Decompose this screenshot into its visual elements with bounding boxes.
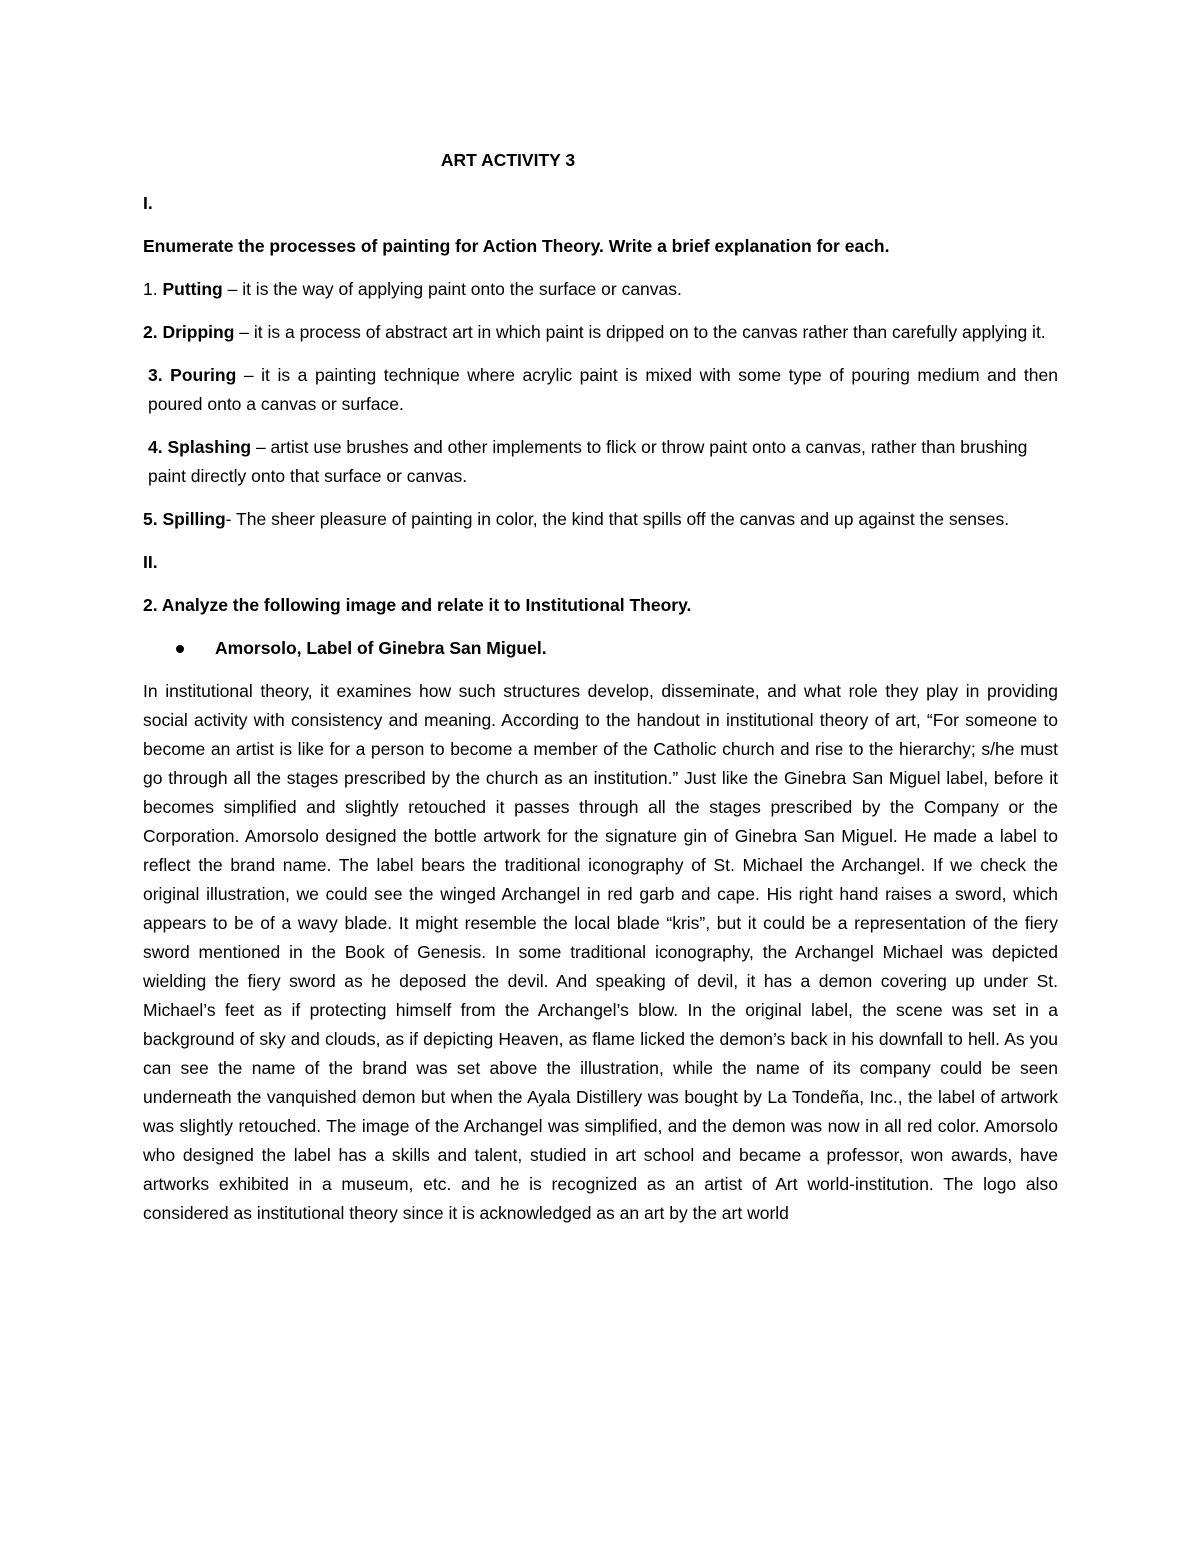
list-item-spilling — [143, 505, 1058, 534]
item-number: 4. — [148, 437, 168, 457]
item-number: 2. — [143, 322, 163, 342]
item-text: – it is the way of applying paint onto the surface or canvas. — [222, 279, 682, 299]
document-body — [143, 146, 1058, 1242]
item-term: Splashing — [167, 437, 252, 457]
item-term: Pouring — [170, 365, 237, 385]
item-term: Spilling — [162, 509, 226, 529]
section-2-label: II. — [143, 552, 158, 572]
item-number: 5. — [143, 509, 163, 529]
item-number: 3. — [148, 365, 171, 385]
bullet-text: Amorsolo, Label of Ginebra San Miguel. — [215, 638, 547, 658]
essay-paragraph: In institutional theory, it examines how such structures develop, disseminate, and what role they play in providing social activity with consistency and meaning. According to the handout in institutional theory of art, “For someone to become an artist is like for a person to become a member of the Catholic church and rise to the hierarchy; s/he must go through all the stages prescribed by the church as an institution.” Just like the Ginebra San Miguel label, before it becomes simplified and slightly retouched it passes through all the stages prescribed by the Company or the Corporation. Amorsolo designed the bottle artwork for the signature gin of Ginebra San Miguel. He made a label to reflect the brand name. The label bears the traditional iconography of St. Michael the Archangel. If we check the original illustration, we could see the winged Archangel in red garb and cape. His right hand raises a sword, which appears to be of a wavy blade. It might resemble the local blade “kris”, but it could be a representation of the fiery sword mentioned in the Book of Genesis. In some traditional iconography, the Archangel Michael was depicted wielding the fiery sword as he deposed the devil. And speaking of devil, it has a demon covering up under St. Michael’s feet as if protecting himself from the Archangel’s blow. In the original label, the scene was set in a background of sky and clouds, as if depicting Heaven, as flame licked the demon’s back in his downfall to hell. As you can see the name of the brand was set above the illustration, while the name of its company could be seen underneath the vanquished demon but when the Ayala Distillery was bought by La Tondeña, Inc., the label of artwork was slightly retouched. The image of the Archangel was simplified, and the demon was now in all red color. Amorsolo who designed the label has a skills and talent, studied in art school and became a professor, won awards, have artworks exhibited in a museum, etc. and he is recognized as an artist of Art world-institution. The logo also considered as institutional theory since it is acknowledged as an art by the art world — [143, 681, 1058, 1223]
item-text: – artist use brushes and other implements to flick or throw paint onto a canvas, rather than brushing paint directly onto that surface or canvas. — [148, 437, 1028, 486]
section-2-prompt: 2. Analyze the following image and relate it to Institutional Theory. — [143, 595, 692, 615]
list-item-pouring — [143, 361, 1058, 419]
section-1-label: I. — [143, 193, 153, 213]
document-title: ART ACTIVITY 3 — [440, 150, 576, 170]
item-number: 1. — [143, 279, 163, 299]
bullet-item — [143, 634, 1058, 663]
item-text: – it is a painting technique where acrylic paint is mixed with some type of pouring medium and then poured onto a canvas or surface. — [148, 365, 1058, 414]
item-text: - The sheer pleasure of painting in color, the kind that spills off the canvas and up against the senses. — [225, 509, 1010, 529]
bullet-dot-icon — [176, 645, 184, 653]
item-text: – it is a process of abstract art in which paint is dripped on to the canvas rather than carefully applying it. — [234, 322, 1046, 342]
list-item-putting — [143, 275, 1058, 304]
item-term: Dripping — [162, 322, 235, 342]
list-item-splashing — [143, 433, 1058, 491]
item-term: Putting — [162, 279, 223, 299]
section-1-prompt: Enumerate the processes of painting for Action Theory. Write a brief explanation for each. — [143, 236, 890, 256]
list-item-dripping — [143, 318, 1058, 347]
